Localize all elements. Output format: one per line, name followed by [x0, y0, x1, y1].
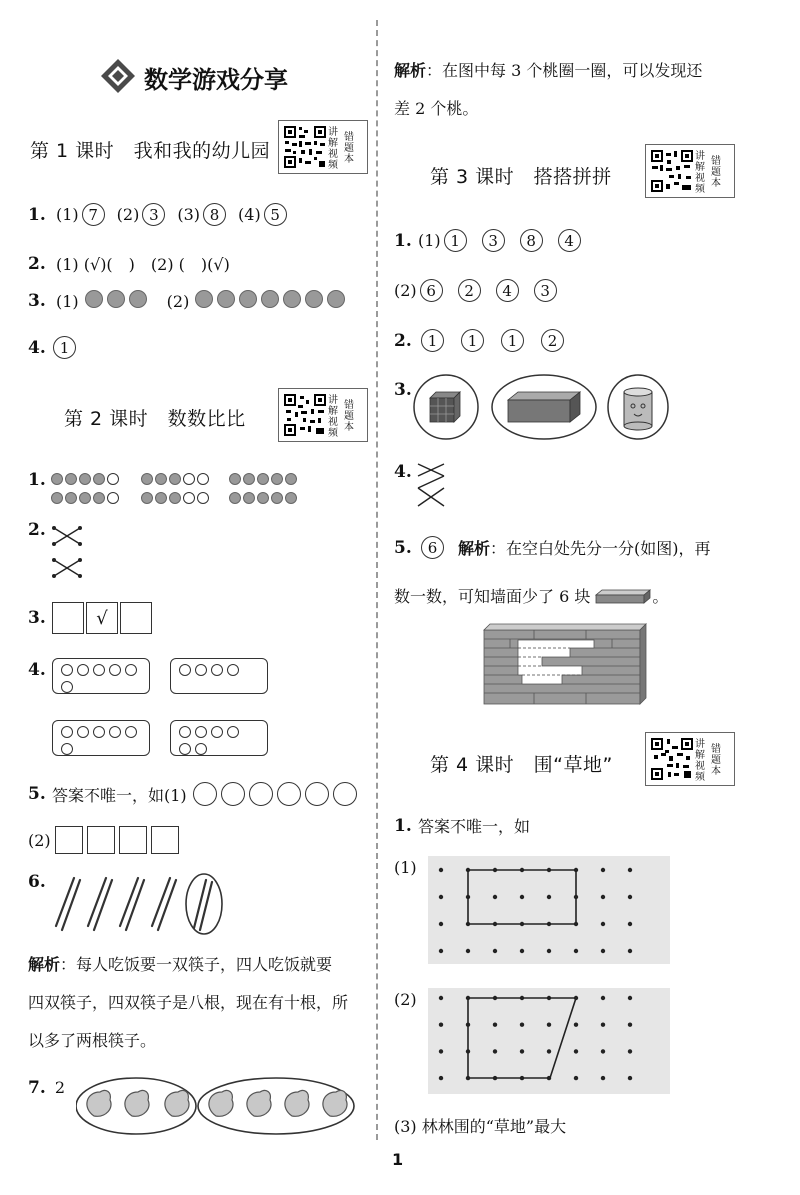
- grid-dot: [601, 922, 605, 926]
- answer-box: [52, 602, 84, 634]
- grid-dot: [628, 949, 632, 953]
- grid-dot: [628, 996, 632, 1000]
- grid-dot: [574, 1076, 578, 1080]
- circle-box-1: [52, 658, 150, 694]
- l2-q4-num: 4.: [28, 660, 46, 680]
- grid-dot: [574, 1023, 578, 1027]
- l1-q4: 4. 1: [28, 336, 79, 359]
- grid-dot: [628, 1076, 632, 1080]
- column-divider: [376, 20, 378, 1140]
- l2-q2: 2.: [28, 520, 46, 540]
- grid-dot: [439, 895, 443, 899]
- l3-q1-r1: 1. (1) 1 3 8 4: [394, 229, 584, 252]
- l3-q5-line1: 5. 6 解析 ：在空白处先分一分(如图)，再: [394, 537, 711, 558]
- matching-lines-icon: [414, 460, 448, 510]
- l3-q2: 2. 1 1 1 2: [394, 329, 567, 352]
- header-diamond-icon: [100, 58, 136, 94]
- qr-label: 讲 解 视 频 错 题 本: [328, 395, 354, 439]
- answer-box-checked: √: [86, 602, 118, 634]
- grid-dot: [628, 1049, 632, 1053]
- answer-box: [120, 602, 152, 634]
- grid-dot: [439, 949, 443, 953]
- l4-q1: 1. 答案不唯一，如: [394, 815, 531, 836]
- l2-q7: 7. 2: [28, 1078, 66, 1098]
- qr-code-icon: [650, 737, 694, 781]
- l2-q5: 5. 答案不唯一，如(1): [28, 782, 359, 806]
- dot-grid-1: [428, 856, 670, 964]
- qr-code-icon: [283, 125, 327, 169]
- grid-dot: [439, 1049, 443, 1053]
- l2-q6: 6.: [28, 872, 46, 892]
- l1-q2: 2. (1) (√)( ) (2) ( )(√): [28, 253, 230, 274]
- grid-dot: [466, 949, 470, 953]
- qr-code-lesson3[interactable]: [645, 144, 735, 198]
- grid-dot: [601, 895, 605, 899]
- peaches-illustration: [76, 1074, 376, 1138]
- qr-code-lesson4[interactable]: [645, 732, 735, 786]
- l3-q1-r2: (2) 6 2 4 3: [394, 279, 560, 302]
- l3-q3-num: 3.: [394, 380, 412, 400]
- grid-dot: [439, 1076, 443, 1080]
- grid-dot: [601, 868, 605, 872]
- l3-q5-line2: 数一数，可知墙面少了 6 块 。: [394, 587, 669, 606]
- grid-dot: [601, 996, 605, 1000]
- grid-dot: [439, 922, 443, 926]
- lesson2-title: 第 2 课时 数数比比: [64, 408, 246, 430]
- l4-q1-p3: (3) 林林围的“草地”最大: [394, 1117, 567, 1136]
- grid-dot: [439, 996, 443, 1000]
- right-top-analysis: 解析：在图中每 3 个桃圈一圈，可以发现还 差 2 个桃。: [394, 61, 703, 118]
- qr-label: 讲 解 视 频 错 题 本: [695, 151, 721, 195]
- grid-dot: [493, 1049, 497, 1053]
- lesson4-title: 第 4 课时 围“草地”: [430, 754, 613, 776]
- grid-dot: [547, 895, 551, 899]
- l2-analysis: 解析：每人吃饭要一双筷子，四人吃饭就要 四双筷子，四双筷子是八根，现在有十根，所 以多了两根筷子。: [28, 955, 349, 1050]
- qr-label: 讲 解 视 频 错 题 本: [328, 127, 354, 171]
- grid-dot: [601, 1023, 605, 1027]
- circle-box-2: [170, 658, 268, 694]
- grid-dot: [601, 949, 605, 953]
- grid-dot: [439, 1023, 443, 1027]
- grid-dot: [574, 949, 578, 953]
- grid-dot: [628, 868, 632, 872]
- l4-q1-p2: (2): [394, 990, 417, 1009]
- dot-grid-2: [428, 988, 670, 1094]
- matching-lines-icon: [50, 524, 86, 580]
- grid-dot: [628, 1023, 632, 1027]
- grid-dot: [628, 895, 632, 899]
- grid-dot: [520, 949, 524, 953]
- dot-group-3: [228, 470, 328, 508]
- qr-label: 讲 解 视 频 错 题 本: [695, 739, 721, 783]
- grid-dot: [493, 895, 497, 899]
- page-title: 数学游戏分享: [144, 66, 288, 94]
- grid-dot: [520, 1049, 524, 1053]
- brick-icon: [594, 587, 652, 605]
- dot-group-2: [140, 470, 240, 508]
- grid-dot: [439, 868, 443, 872]
- l3-q4-num: 4.: [394, 462, 412, 482]
- chopsticks-illustration: [48, 872, 248, 936]
- l4-q1-p1: (1): [394, 858, 417, 877]
- lesson3-title: 第 3 课时 搭搭拼拼: [430, 166, 612, 188]
- solid-shapes-illustration: [412, 372, 674, 442]
- l2-q3: 3. √: [28, 602, 152, 634]
- grid-dot: [547, 1049, 551, 1053]
- grid-dot: [628, 922, 632, 926]
- lesson1-title: 第 1 课时 我和我的幼儿园: [30, 140, 271, 162]
- l1-q1: 1. (1) 7 (2) 3 (3) 8 (4) 5: [28, 203, 290, 226]
- qr-code-icon: [650, 149, 694, 193]
- grid-dot: [493, 949, 497, 953]
- grid-dot: [574, 1049, 578, 1053]
- dot-group-1: [50, 470, 150, 508]
- grid-dot: [493, 1023, 497, 1027]
- grid-dot: [547, 949, 551, 953]
- l1-q3: 3. (1) (2): [28, 290, 347, 312]
- grid-dot: [601, 1076, 605, 1080]
- grid-dot: [547, 1023, 551, 1027]
- qr-code-icon: [283, 393, 327, 437]
- grid-dot: [520, 895, 524, 899]
- circle-box-4: [170, 720, 268, 756]
- qr-code-lesson2[interactable]: [278, 388, 368, 442]
- page-number: 1: [392, 1150, 404, 1169]
- l2-q5-p2: (2): [28, 826, 179, 854]
- grid-dot: [601, 1049, 605, 1053]
- grid-dot: [520, 1023, 524, 1027]
- circle-box-3: [52, 720, 150, 756]
- brick-wall-illustration: [482, 622, 648, 706]
- qr-code-lesson1[interactable]: [278, 120, 368, 174]
